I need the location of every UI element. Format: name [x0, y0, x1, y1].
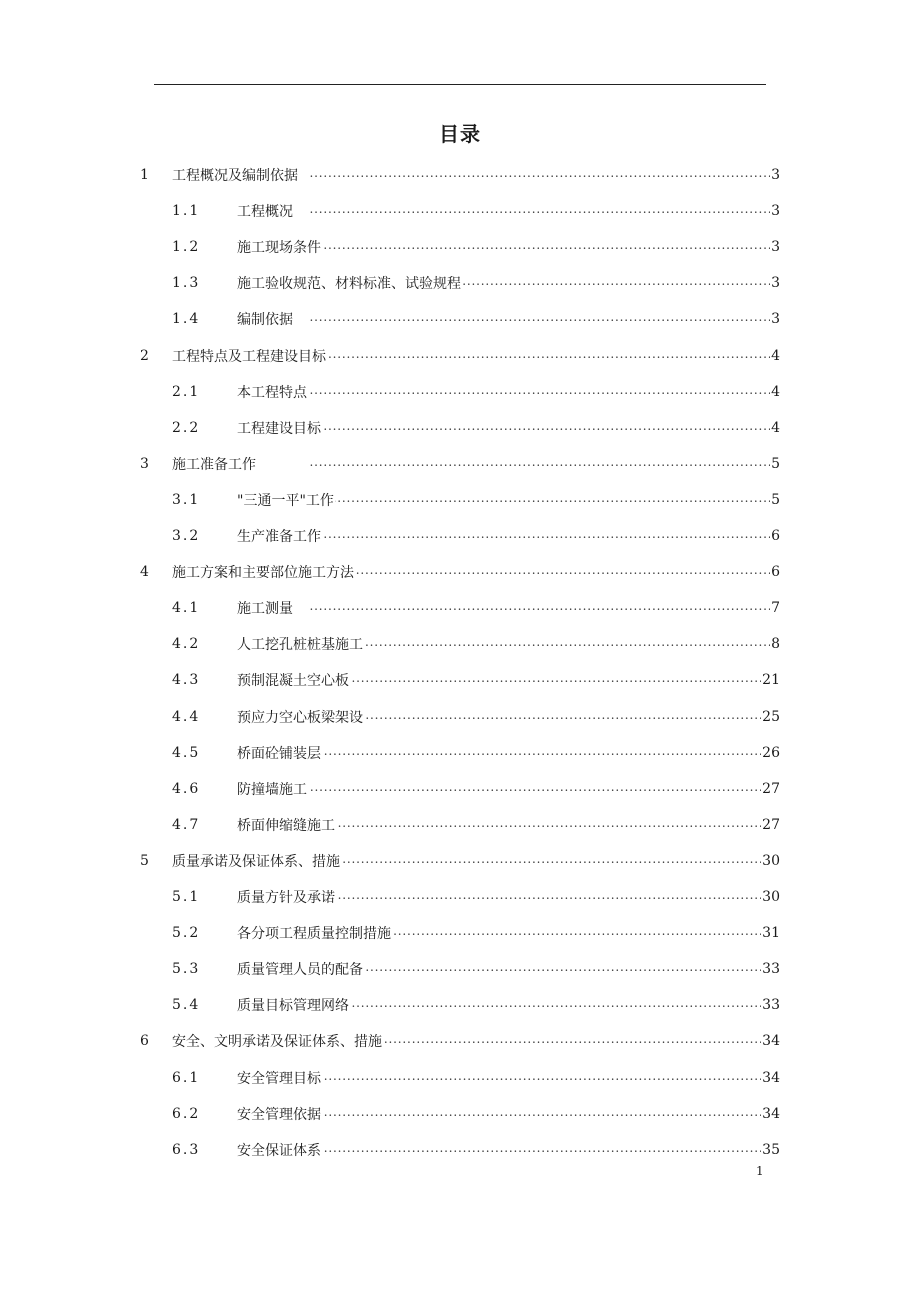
toc-entry-page: 34 [762, 1105, 780, 1122]
toc-entry-number: 6.2 [172, 1105, 201, 1122]
toc-entry-title: 人工挖孔桩桩基施工 [237, 637, 363, 654]
toc-entry[interactable] [140, 338, 780, 374]
toc-dot-leader [364, 636, 770, 652]
toc-dot-leader [350, 672, 761, 688]
toc-dot-leader [322, 1070, 761, 1086]
toc-entry[interactable] [172, 590, 780, 626]
toc-dot-leader [364, 709, 761, 725]
toc-entry-number: 6.1 [172, 1069, 201, 1086]
toc-entry[interactable] [172, 410, 780, 446]
toc-entry-title: 施工方案和主要部位施工方法 [172, 565, 354, 582]
toc-entry-title: 安全、文明承诺及保证体系、措施 [172, 1034, 382, 1051]
toc-dot-leader [308, 384, 770, 400]
toc-entry-number: 4.1 [172, 600, 201, 617]
toc-entry-title: 各分项工程质量控制措施 [237, 926, 391, 943]
toc-entry-number: 5.3 [172, 961, 201, 978]
toc-entry[interactable] [172, 193, 780, 229]
toc-entry-page: 3 [771, 311, 780, 328]
toc-entry-page: 3 [771, 239, 780, 256]
toc-entry-number: 1.4 [172, 311, 201, 328]
toc-entry[interactable] [172, 374, 780, 410]
toc-entry-page: 27 [762, 816, 780, 833]
toc-entry-page: 4 [771, 383, 780, 400]
toc-entry-title: 施工准备工作 [172, 456, 256, 473]
toc-entry-number: 4.7 [172, 816, 201, 833]
toc-entry-page: 4 [771, 419, 780, 436]
toc-entry-title: 桥面砼铺装层 [237, 745, 321, 762]
toc-entry-page: 8 [771, 636, 780, 653]
toc-entry-title: 安全管理依据 [237, 1106, 321, 1123]
toc-dot-leader [294, 203, 770, 219]
toc-entry-number: 4.4 [172, 708, 201, 725]
toc-entry-title: 安全管理目标 [237, 1070, 321, 1087]
toc-entry-number: 1 [140, 167, 149, 183]
toc-dot-leader [322, 1106, 761, 1122]
toc-entry[interactable] [172, 771, 780, 807]
toc-entry-title: 生产准备工作 [237, 529, 321, 545]
toc-dot-leader [322, 1142, 761, 1158]
toc-entry-title: 工程建设目标 [237, 420, 321, 437]
toc-dot-leader [350, 997, 761, 1013]
toc-entry-page: 6 [771, 564, 780, 581]
toc-entry-page: 33 [762, 961, 780, 978]
toc-entry-title: 工程概况 [237, 204, 293, 221]
toc-entry-page: 33 [762, 997, 780, 1014]
toc-entry-title: 施工现场条件 [237, 240, 321, 257]
toc-dot-leader [322, 239, 770, 255]
toc-entry[interactable] [172, 1132, 780, 1168]
toc-entry[interactable] [172, 518, 780, 554]
toc-entry[interactable] [172, 482, 780, 518]
toc-entry-page: 5 [771, 491, 780, 508]
toc-entry-number: 4.5 [172, 744, 201, 761]
toc-entry-title: 防撞墙施工 [237, 781, 307, 798]
toc-entry-title: "三通一平"工作 [237, 492, 334, 509]
toc-entry-number: 4.6 [172, 780, 201, 797]
toc-entry-number: 3.1 [172, 491, 201, 508]
toc-dot-leader [341, 853, 761, 869]
toc-entry-number: 4.2 [172, 636, 201, 653]
page-number: 1 [756, 1164, 764, 1178]
toc-entry-page: 21 [762, 672, 780, 689]
toc-entry-title: 施工验收规范、材料标准、试验规程 [237, 276, 461, 293]
toc-entry[interactable] [140, 1023, 780, 1059]
toc-entry-number: 6.3 [172, 1141, 201, 1158]
toc-entry-number: 5.2 [172, 925, 201, 942]
toc-dot-leader [294, 311, 770, 327]
toc-dot-leader [257, 456, 770, 472]
toc-entry-number: 2.2 [172, 419, 201, 436]
toc-entry-page: 5 [771, 455, 780, 472]
toc-dot-leader [336, 817, 761, 833]
toc-entry[interactable] [172, 626, 780, 662]
toc-dot-leader [327, 348, 770, 364]
toc-entry-page: 30 [762, 889, 780, 905]
toc-entry-number: 4.3 [172, 672, 201, 689]
toc-entry-number: 2.1 [172, 383, 201, 400]
header-rule [154, 84, 766, 85]
toc-entry[interactable] [172, 951, 780, 987]
toc-entry[interactable] [140, 446, 780, 482]
toc-entry[interactable] [172, 699, 780, 735]
toc-entry-title: 预应力空心板梁架设 [237, 709, 363, 726]
toc-entry[interactable] [172, 915, 780, 951]
toc-dot-leader [299, 167, 770, 183]
toc-dot-leader [355, 564, 770, 580]
toc-entry[interactable] [172, 265, 780, 301]
toc-entry-title: 编制依据 [237, 312, 293, 329]
toc-entry[interactable] [172, 662, 780, 698]
toc-dot-leader [322, 528, 770, 544]
toc-entry-number: 5.1 [172, 889, 201, 905]
toc-dot-leader [322, 745, 761, 761]
toc-entry-title: 质量管理人员的配备 [237, 962, 363, 979]
toc-entry-page: 35 [762, 1141, 780, 1158]
toc-entry-page: 7 [771, 600, 780, 617]
toc-entry-number: 1.3 [172, 275, 201, 292]
toc-entry-title: 工程概况及编制依据 [172, 168, 298, 184]
toc-entry-number: 3.2 [172, 528, 201, 544]
toc-entry-page: 30 [762, 852, 780, 869]
toc-dot-leader [364, 961, 761, 977]
toc-entry-page: 3 [771, 275, 780, 292]
toc-entry-page: 26 [762, 744, 780, 761]
toc-dot-leader [308, 781, 761, 797]
toc-entry-title: 质量方针及承诺 [237, 890, 335, 906]
toc-entry[interactable] [172, 1096, 780, 1132]
toc-entry-number: 2 [140, 347, 149, 364]
toc-entry[interactable] [140, 843, 780, 879]
toc-entry-title: 工程特点及工程建设目标 [172, 348, 326, 365]
toc-entry-number: 1.1 [172, 203, 201, 220]
toc-entry-page: 25 [762, 708, 780, 725]
toc-entry-page: 3 [771, 203, 780, 220]
toc-entry[interactable] [172, 1060, 780, 1096]
toc-entry-number: 1.2 [172, 239, 201, 256]
toc-entry[interactable] [140, 554, 780, 590]
toc-entry[interactable] [172, 301, 780, 337]
toc-entry-title: 质量目标管理网络 [237, 998, 349, 1015]
toc-entry-page: 34 [762, 1069, 780, 1086]
toc-dot-leader [336, 889, 761, 905]
toc-dot-leader [383, 1033, 761, 1049]
toc-entry-page: 6 [771, 528, 780, 544]
toc-entry-title: 预制混凝土空心板 [237, 673, 349, 690]
toc-entry-number: 3 [140, 455, 149, 472]
toc-entry-page: 4 [771, 347, 780, 364]
toc-entry[interactable] [172, 229, 780, 265]
toc-entry[interactable] [172, 987, 780, 1023]
toc-entry-page: 34 [762, 1033, 780, 1050]
toc-dot-leader [322, 420, 770, 436]
toc-entry-title: 桥面伸缩缝施工 [237, 817, 335, 834]
toc-entry-title: 本工程特点 [237, 384, 307, 401]
page-title: 目录 [439, 122, 481, 146]
toc-dot-leader [462, 275, 770, 291]
toc-entry-title: 质量承诺及保证体系、措施 [172, 853, 340, 870]
toc-entry-number: 6 [140, 1033, 149, 1050]
toc-entry[interactable] [172, 879, 780, 915]
toc-entry-page: 31 [762, 925, 780, 942]
toc-entry[interactable] [172, 735, 780, 771]
toc-entry-number: 5.4 [172, 997, 201, 1014]
toc-entry-number: 5 [140, 852, 149, 869]
toc-entry-title: 安全保证体系 [237, 1142, 321, 1159]
toc-dot-leader [294, 600, 770, 616]
toc-entry-page: 27 [762, 780, 780, 797]
toc-dot-leader [335, 492, 770, 508]
toc-entry-title: 施工测量 [237, 601, 293, 618]
toc-entry-page: 3 [771, 167, 780, 183]
toc-dot-leader [392, 925, 761, 941]
toc-entry-number: 4 [140, 564, 149, 581]
toc-entry[interactable] [140, 157, 780, 193]
toc-entry[interactable] [172, 807, 780, 843]
